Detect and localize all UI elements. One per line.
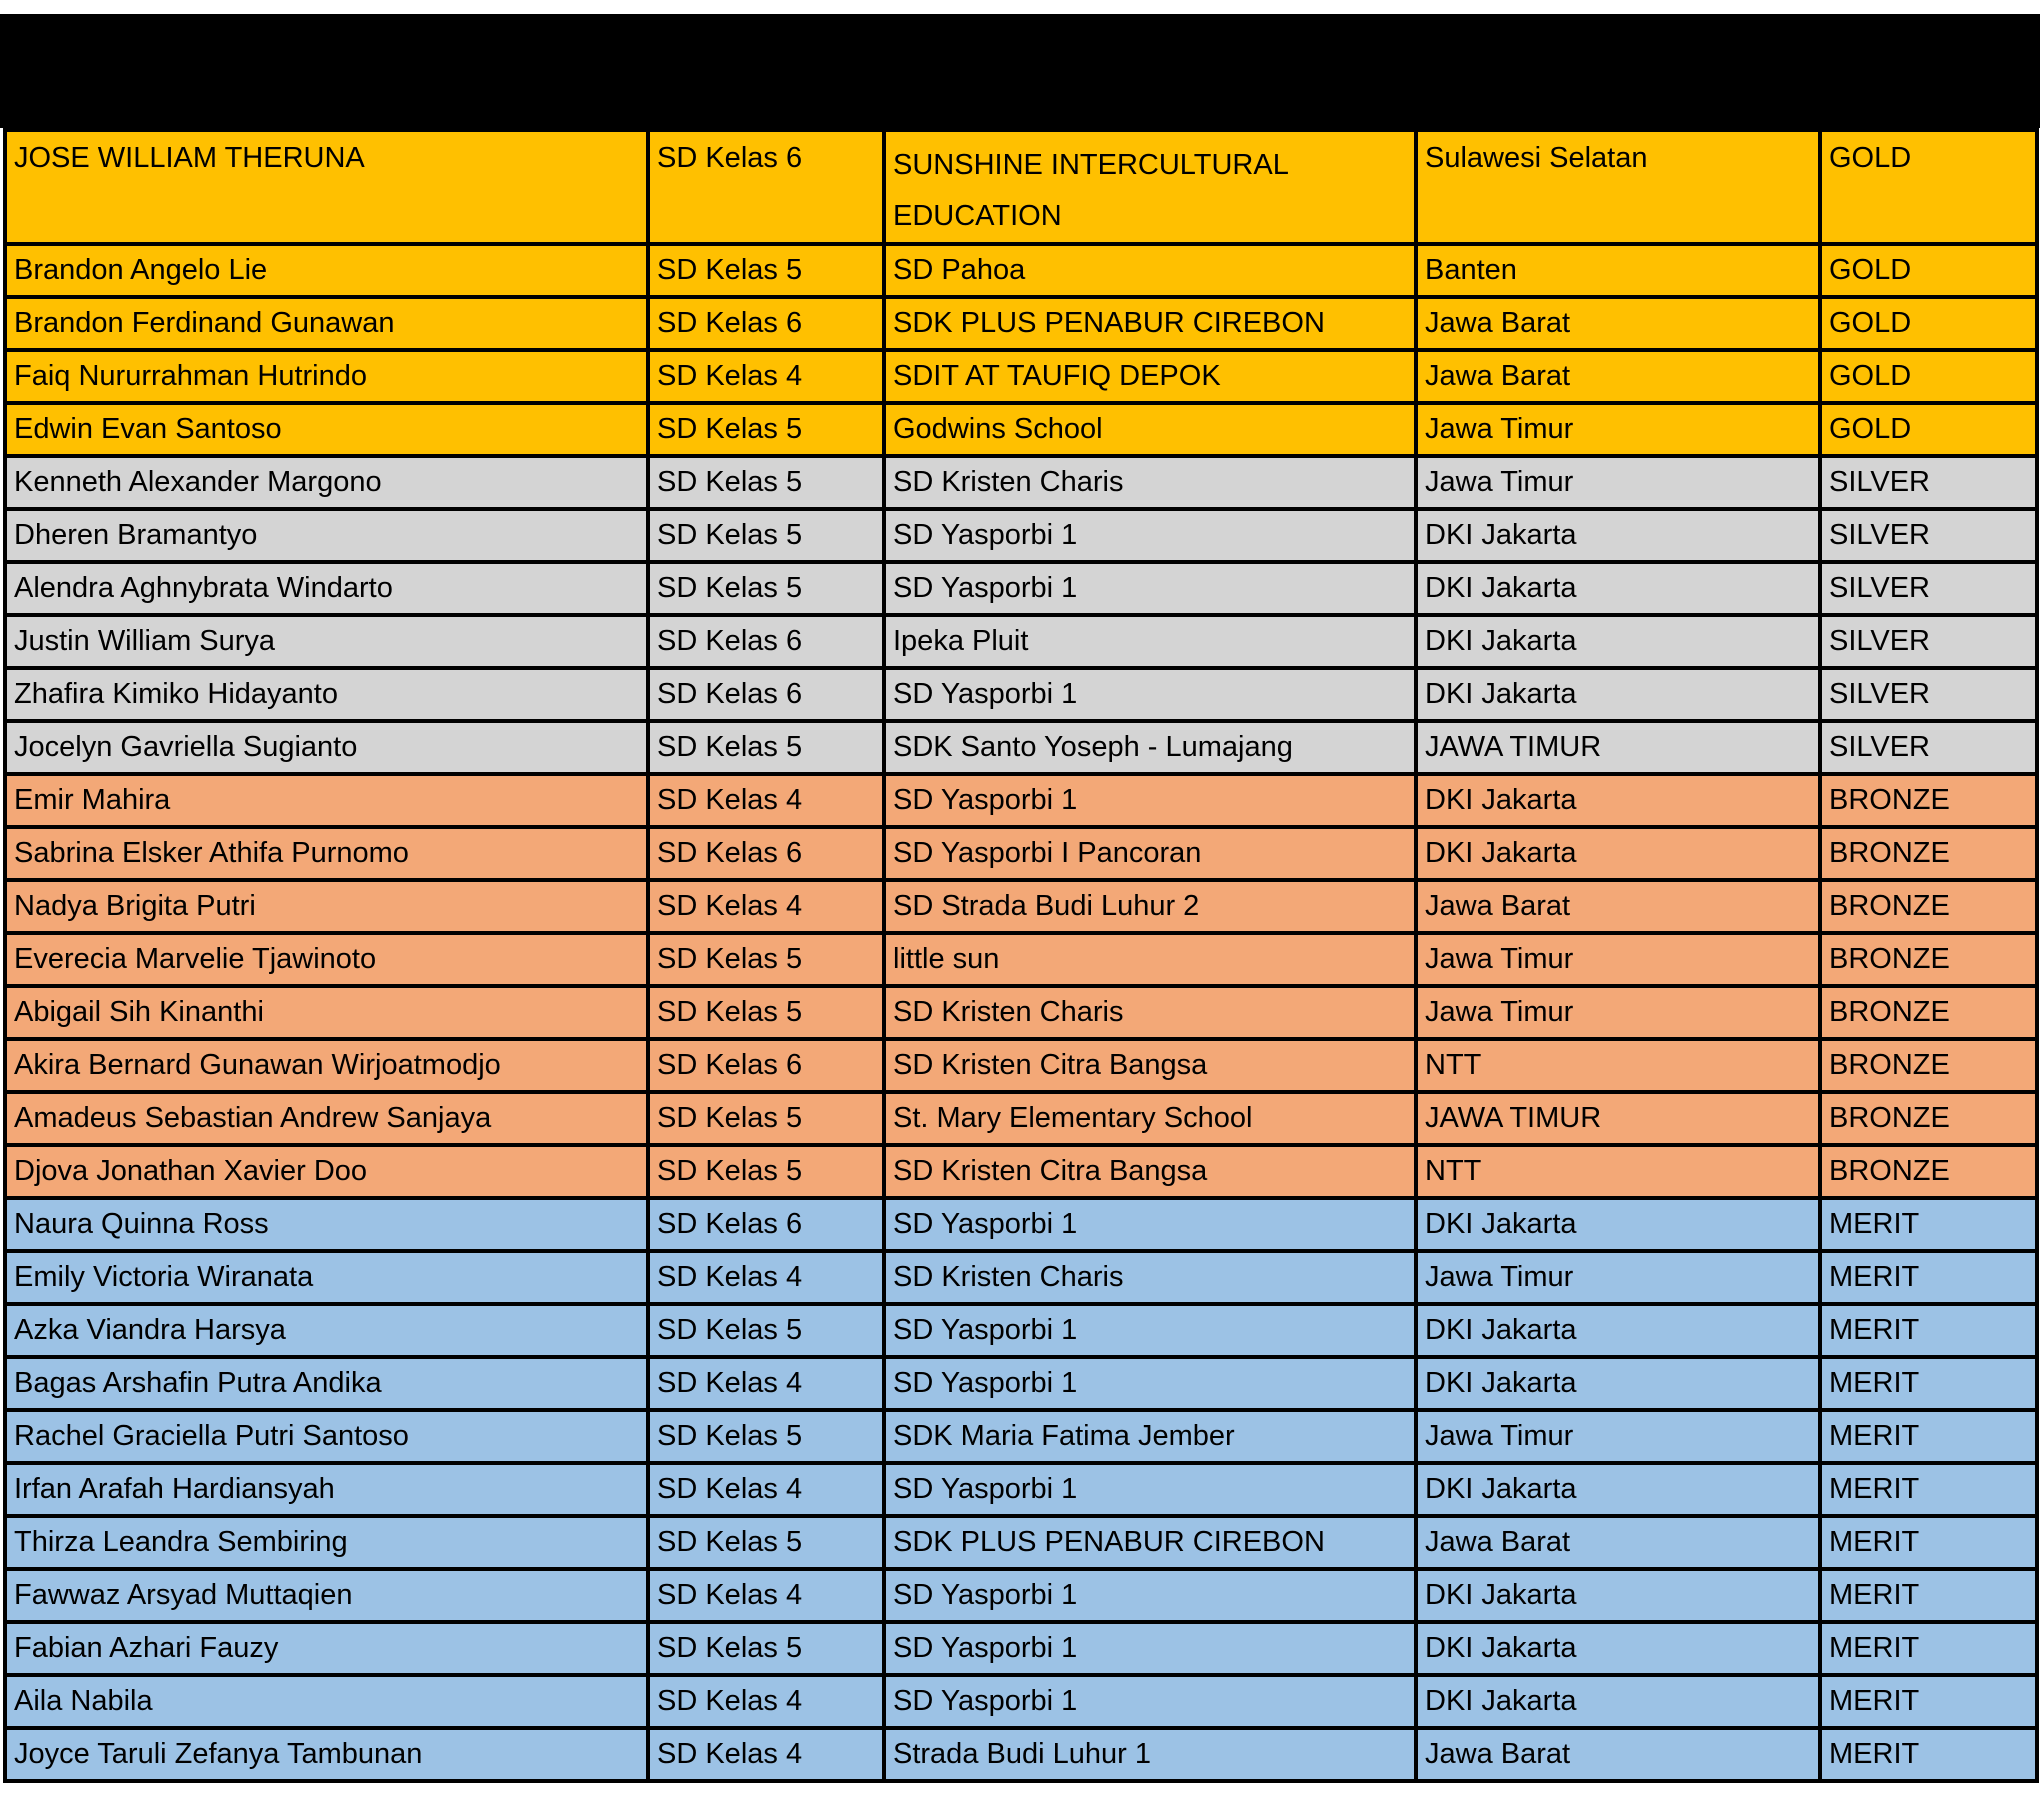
grade-level: SD Kelas 4 xyxy=(648,1463,884,1516)
table-row xyxy=(5,668,2037,721)
table-row xyxy=(5,244,2037,297)
grade-level: SD Kelas 5 xyxy=(648,244,884,297)
participant-name: Irfan Arafah Hardiansyah xyxy=(5,1463,648,1516)
medal-badge: MERIT xyxy=(1820,1622,2037,1675)
participant-name: Faiq Nururrahman Hutrindo xyxy=(5,350,648,403)
school-name: SD Yasporbi 1 xyxy=(884,1463,1416,1516)
school-name: SDIT AT TAUFIQ DEPOK xyxy=(884,350,1416,403)
grade-level: SD Kelas 5 xyxy=(648,1410,884,1463)
province: NTT xyxy=(1416,1145,1820,1198)
table-row xyxy=(5,403,2037,456)
grade-level: SD Kelas 4 xyxy=(648,1675,884,1728)
province: JAWA TIMUR xyxy=(1416,1092,1820,1145)
province: Jawa Timur xyxy=(1416,403,1820,456)
grade-level: SD Kelas 4 xyxy=(648,1728,884,1781)
school-name: SD Kristen Charis xyxy=(884,456,1416,509)
province: JAWA TIMUR xyxy=(1416,721,1820,774)
table-row xyxy=(5,297,2037,350)
table-row xyxy=(5,1463,2037,1516)
medal-badge: GOLD xyxy=(1820,130,2037,244)
province: DKI Jakarta xyxy=(1416,827,1820,880)
school-name: SD Yasporbi 1 xyxy=(884,509,1416,562)
participant-name: Fawwaz Arsyad Muttaqien xyxy=(5,1569,648,1622)
grade-level: SD Kelas 5 xyxy=(648,456,884,509)
school-name: SD Yasporbi 1 xyxy=(884,1622,1416,1675)
grade-level: SD Kelas 5 xyxy=(648,403,884,456)
participant-name: Nadya Brigita Putri xyxy=(5,880,648,933)
school-name: SD Yasporbi 1 xyxy=(884,1304,1416,1357)
school-name: SDK PLUS PENABUR CIREBON xyxy=(884,1516,1416,1569)
province: Jawa Timur xyxy=(1416,456,1820,509)
grade-level: SD Kelas 5 xyxy=(648,1516,884,1569)
province: DKI Jakarta xyxy=(1416,1198,1820,1251)
province: Jawa Barat xyxy=(1416,297,1820,350)
results-table xyxy=(3,128,2039,1783)
medal-badge: SILVER xyxy=(1820,721,2037,774)
province: DKI Jakarta xyxy=(1416,774,1820,827)
school-name: SD Yasporbi I Pancoran xyxy=(884,827,1416,880)
participant-name: Aila Nabila xyxy=(5,1675,648,1728)
table-row xyxy=(5,1304,2037,1357)
province: Jawa Barat xyxy=(1416,1516,1820,1569)
table-row xyxy=(5,1675,2037,1728)
medal-badge: GOLD xyxy=(1820,403,2037,456)
medal-badge: GOLD xyxy=(1820,297,2037,350)
grade-level: SD Kelas 5 xyxy=(648,1145,884,1198)
table-row xyxy=(5,562,2037,615)
grade-level: SD Kelas 4 xyxy=(648,1569,884,1622)
participant-name: Justin William Surya xyxy=(5,615,648,668)
school-name: SDK Maria Fatima Jember xyxy=(884,1410,1416,1463)
participant-name: Fabian Azhari Fauzy xyxy=(5,1622,648,1675)
school-name: Godwins School xyxy=(884,403,1416,456)
participant-name: Naura Quinna Ross xyxy=(5,1198,648,1251)
grade-level: SD Kelas 6 xyxy=(648,1198,884,1251)
medal-badge: BRONZE xyxy=(1820,1039,2037,1092)
medal-badge: SILVER xyxy=(1820,615,2037,668)
grade-level: SD Kelas 6 xyxy=(648,297,884,350)
grade-level: SD Kelas 4 xyxy=(648,880,884,933)
table-row xyxy=(5,130,2037,244)
table-row xyxy=(5,880,2037,933)
province: DKI Jakarta xyxy=(1416,1622,1820,1675)
medal-badge: BRONZE xyxy=(1820,827,2037,880)
table-row xyxy=(5,933,2037,986)
grade-level: SD Kelas 5 xyxy=(648,1304,884,1357)
medal-badge: MERIT xyxy=(1820,1304,2037,1357)
participant-name: Amadeus Sebastian Andrew Sanjaya xyxy=(5,1092,648,1145)
participant-name: Kenneth Alexander Margono xyxy=(5,456,648,509)
school-name: SD Yasporbi 1 xyxy=(884,668,1416,721)
table-row xyxy=(5,456,2037,509)
province: Banten xyxy=(1416,244,1820,297)
header-band xyxy=(0,14,2040,128)
participant-name: JOSE WILLIAM THERUNA xyxy=(5,130,648,244)
medal-badge: MERIT xyxy=(1820,1463,2037,1516)
province: DKI Jakarta xyxy=(1416,1569,1820,1622)
medal-badge: BRONZE xyxy=(1820,1145,2037,1198)
school-name: Ipeka Pluit xyxy=(884,615,1416,668)
province: Jawa Timur xyxy=(1416,1251,1820,1304)
province: Jawa Barat xyxy=(1416,350,1820,403)
school-name: SDK Santo Yoseph - Lumajang xyxy=(884,721,1416,774)
medal-badge: BRONZE xyxy=(1820,933,2037,986)
participant-name: Rachel Graciella Putri Santoso xyxy=(5,1410,648,1463)
table-row xyxy=(5,1092,2037,1145)
table-row xyxy=(5,1145,2037,1198)
medal-badge: MERIT xyxy=(1820,1675,2037,1728)
grade-level: SD Kelas 5 xyxy=(648,721,884,774)
province: DKI Jakarta xyxy=(1416,509,1820,562)
school-name: SD Yasporbi 1 xyxy=(884,1198,1416,1251)
participant-name: Zhafira Kimiko Hidayanto xyxy=(5,668,648,721)
table-row xyxy=(5,350,2037,403)
province: DKI Jakarta xyxy=(1416,1357,1820,1410)
medal-badge: BRONZE xyxy=(1820,880,2037,933)
table-row xyxy=(5,1516,2037,1569)
province: DKI Jakarta xyxy=(1416,1675,1820,1728)
participant-name: Everecia Marvelie Tjawinoto xyxy=(5,933,648,986)
school-name: SDK PLUS PENABUR CIREBON xyxy=(884,297,1416,350)
province: Jawa Barat xyxy=(1416,880,1820,933)
school-name: SD Kristen Charis xyxy=(884,1251,1416,1304)
medal-badge: MERIT xyxy=(1820,1251,2037,1304)
table-row xyxy=(5,1251,2037,1304)
table-row xyxy=(5,615,2037,668)
participant-name: Azka Viandra Harsya xyxy=(5,1304,648,1357)
grade-level: SD Kelas 4 xyxy=(648,774,884,827)
participant-name: Emir Mahira xyxy=(5,774,648,827)
school-name: SD Yasporbi 1 xyxy=(884,1357,1416,1410)
grade-level: SD Kelas 4 xyxy=(648,350,884,403)
medal-badge: SILVER xyxy=(1820,456,2037,509)
medal-badge: MERIT xyxy=(1820,1569,2037,1622)
table-row xyxy=(5,774,2037,827)
table-row xyxy=(5,721,2037,774)
school-name: little sun xyxy=(884,933,1416,986)
medal-badge: SILVER xyxy=(1820,668,2037,721)
grade-level: SD Kelas 5 xyxy=(648,509,884,562)
grade-level: SD Kelas 5 xyxy=(648,1092,884,1145)
table-row xyxy=(5,1357,2037,1410)
province: Jawa Timur xyxy=(1416,986,1820,1039)
province: Jawa Timur xyxy=(1416,1410,1820,1463)
school-name: SD Yasporbi 1 xyxy=(884,1569,1416,1622)
province: DKI Jakarta xyxy=(1416,615,1820,668)
table-row xyxy=(5,1728,2037,1781)
table-row xyxy=(5,1622,2037,1675)
school-name: SD Kristen Citra Bangsa xyxy=(884,1039,1416,1092)
grade-level: SD Kelas 6 xyxy=(648,615,884,668)
participant-name: Jocelyn Gavriella Sugianto xyxy=(5,721,648,774)
medal-badge: MERIT xyxy=(1820,1410,2037,1463)
participant-name: Dheren Bramantyo xyxy=(5,509,648,562)
participant-name: Alendra Aghnybrata Windarto xyxy=(5,562,648,615)
participant-name: Akira Bernard Gunawan Wirjoatmodjo xyxy=(5,1039,648,1092)
school-name: SD Yasporbi 1 xyxy=(884,774,1416,827)
school-name: SD Pahoa xyxy=(884,244,1416,297)
grade-level: SD Kelas 5 xyxy=(648,986,884,1039)
medal-badge: BRONZE xyxy=(1820,986,2037,1039)
table-row xyxy=(5,509,2037,562)
school-name: SD Yasporbi 1 xyxy=(884,562,1416,615)
school-name: SD Yasporbi 1 xyxy=(884,1675,1416,1728)
table-row xyxy=(5,1410,2037,1463)
participant-name: Joyce Taruli Zefanya Tambunan xyxy=(5,1728,648,1781)
province: Jawa Barat xyxy=(1416,1728,1820,1781)
school-name: SD Strada Budi Luhur 2 xyxy=(884,880,1416,933)
grade-level: SD Kelas 5 xyxy=(648,562,884,615)
medal-badge: MERIT xyxy=(1820,1728,2037,1781)
participant-name: Brandon Ferdinand Gunawan xyxy=(5,297,648,350)
medal-badge: BRONZE xyxy=(1820,1092,2037,1145)
medal-badge: MERIT xyxy=(1820,1516,2037,1569)
table-row xyxy=(5,986,2037,1039)
province: DKI Jakarta xyxy=(1416,562,1820,615)
province: DKI Jakarta xyxy=(1416,1304,1820,1357)
grade-level: SD Kelas 6 xyxy=(648,827,884,880)
participant-name: Djova Jonathan Xavier Doo xyxy=(5,1145,648,1198)
participant-name: Brandon Angelo Lie xyxy=(5,244,648,297)
school-name: SUNSHINE INTERCULTURAL EDUCATION xyxy=(884,130,1416,244)
school-name: SD Kristen Charis xyxy=(884,986,1416,1039)
school-name: St. Mary Elementary School xyxy=(884,1092,1416,1145)
school-name: SD Kristen Citra Bangsa xyxy=(884,1145,1416,1198)
medal-badge: SILVER xyxy=(1820,509,2037,562)
participant-name: Abigail Sih Kinanthi xyxy=(5,986,648,1039)
grade-level: SD Kelas 4 xyxy=(648,1357,884,1410)
participant-name: Sabrina Elsker Athifa Purnomo xyxy=(5,827,648,880)
participant-name: Edwin Evan Santoso xyxy=(5,403,648,456)
school-name: Strada Budi Luhur 1 xyxy=(884,1728,1416,1781)
table-row xyxy=(5,1039,2037,1092)
grade-level: SD Kelas 6 xyxy=(648,1039,884,1092)
province: Jawa Timur xyxy=(1416,933,1820,986)
table-row xyxy=(5,827,2037,880)
table-row xyxy=(5,1569,2037,1622)
medal-badge: GOLD xyxy=(1820,350,2037,403)
province: DKI Jakarta xyxy=(1416,1463,1820,1516)
medal-badge: GOLD xyxy=(1820,244,2037,297)
province: DKI Jakarta xyxy=(1416,668,1820,721)
medal-badge: SILVER xyxy=(1820,562,2037,615)
province: Sulawesi Selatan xyxy=(1416,130,1820,244)
table-row xyxy=(5,1198,2037,1251)
medal-badge: MERIT xyxy=(1820,1198,2037,1251)
participant-name: Emily Victoria Wiranata xyxy=(5,1251,648,1304)
grade-level: SD Kelas 6 xyxy=(648,668,884,721)
participant-name: Thirza Leandra Sembiring xyxy=(5,1516,648,1569)
grade-level: SD Kelas 5 xyxy=(648,933,884,986)
medal-badge: BRONZE xyxy=(1820,774,2037,827)
medal-badge: MERIT xyxy=(1820,1357,2037,1410)
grade-level: SD Kelas 6 xyxy=(648,130,884,244)
grade-level: SD Kelas 4 xyxy=(648,1251,884,1304)
province: NTT xyxy=(1416,1039,1820,1092)
participant-name: Bagas Arshafin Putra Andika xyxy=(5,1357,648,1410)
grade-level: SD Kelas 5 xyxy=(648,1622,884,1675)
